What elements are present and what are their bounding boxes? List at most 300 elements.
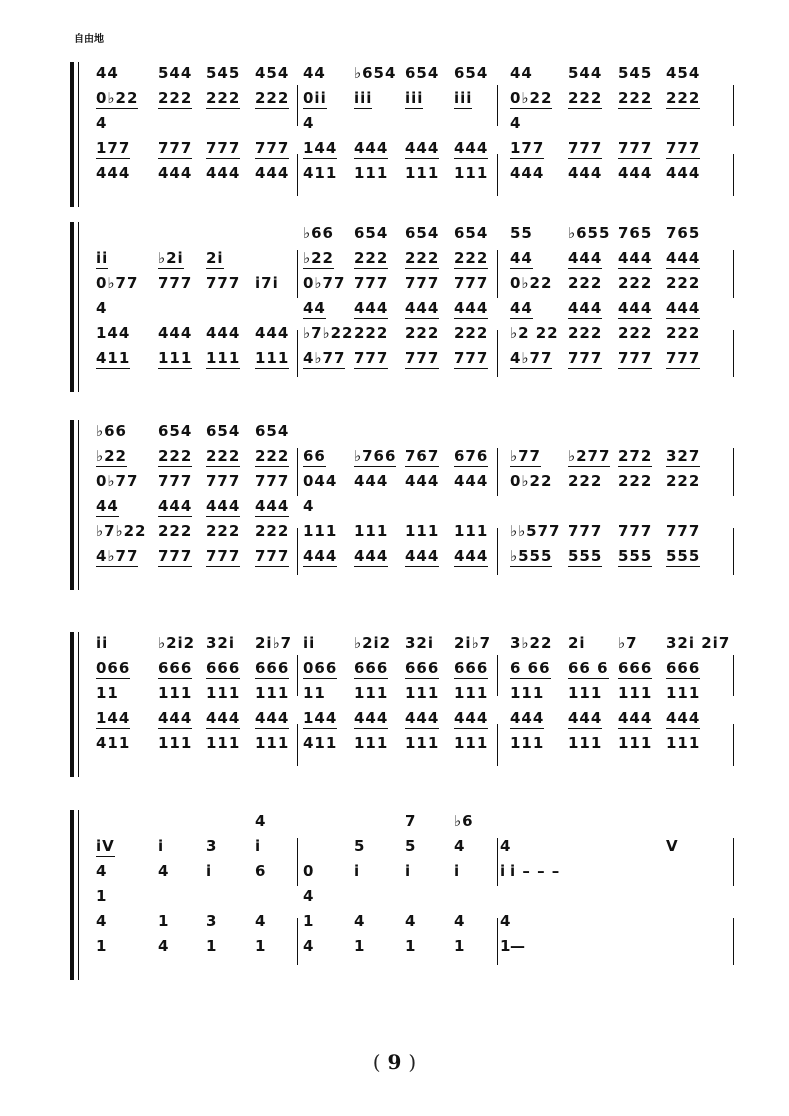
note-group: 111 (510, 684, 545, 702)
note-group: ♭555 (510, 547, 553, 565)
score-row (0, 64, 789, 84)
note-group: 777 (454, 349, 489, 367)
note-group: 444 (618, 299, 653, 317)
note-group: 222 (255, 522, 290, 540)
note-group: 1 (96, 887, 108, 905)
note-group: 411 (303, 164, 338, 182)
note-group: 1 (158, 912, 170, 930)
note-group: 444 (206, 497, 241, 515)
score-row (0, 139, 789, 159)
note-group: 222 (354, 324, 389, 342)
score-row (0, 249, 789, 269)
note-group: 444 (405, 472, 440, 490)
note-group: 767 (405, 447, 440, 465)
note-group: 1 (500, 937, 512, 955)
note-group: 222 (568, 274, 603, 292)
note-group: 55 (510, 224, 533, 242)
note-group: 444 (354, 139, 389, 157)
note-group: 111 (303, 522, 338, 540)
note-group: 4 (454, 912, 466, 930)
note-group: 666 (405, 659, 440, 677)
note-group: 777 (206, 274, 241, 292)
note-group: 444 (405, 547, 440, 565)
note-group: 411 (96, 734, 131, 752)
note-group: 444 (618, 709, 653, 727)
note-group: 654 (405, 224, 440, 242)
note-group: ♭655 (568, 224, 611, 242)
note-group: 444 (206, 324, 241, 342)
note-group: 2i (568, 634, 586, 652)
note-group: 444 (666, 299, 701, 317)
note-group: 111 (354, 522, 389, 540)
note-group: 4 (96, 862, 108, 880)
note-group: 3 (206, 912, 218, 930)
note-group: 444 (158, 709, 193, 727)
note-group: 555 (568, 547, 603, 565)
note-group: 444 (255, 709, 290, 727)
note-group: ii (96, 249, 109, 267)
note-group: 1 (206, 937, 218, 955)
note-group: ♭77 (510, 447, 541, 465)
note-group: 0♭22 (510, 89, 553, 107)
note-group: 144 (303, 709, 338, 727)
note-group: 444 (206, 709, 241, 727)
note-group: 222 (618, 472, 653, 490)
note-group: 111 (405, 522, 440, 540)
note-group: 444 (158, 497, 193, 515)
score-row (0, 114, 789, 134)
note-group: 654 (454, 224, 489, 242)
note-group: 111 (354, 684, 389, 702)
note-group: 4♭77 (303, 349, 346, 367)
note-group: 444 (354, 709, 389, 727)
note-group: 111 (206, 349, 241, 367)
note-group: 111 (454, 684, 489, 702)
note-group: 111 (454, 164, 489, 182)
score-row (0, 887, 789, 907)
note-group: 222 (454, 249, 489, 267)
note-group: 222 (206, 447, 241, 465)
note-group: 44 (303, 64, 326, 82)
note-group: ♭654 (354, 64, 397, 82)
note-group: 222 (666, 324, 701, 342)
note-group: 444 (96, 164, 131, 182)
note-group: 0♭22 (510, 274, 553, 292)
score-row (0, 862, 789, 882)
note-group: 272 (618, 447, 653, 465)
note-group: 444 (255, 497, 290, 515)
note-group: 0♭77 (96, 274, 139, 292)
note-group: 777 (568, 522, 603, 540)
note-group: ♭766 (354, 447, 397, 465)
note-group: 222 (568, 89, 603, 107)
note-group: 654 (354, 224, 389, 242)
note-group: 222 (354, 249, 389, 267)
score-row (0, 734, 789, 754)
note-group: 111 (568, 684, 603, 702)
note-group: V (666, 837, 679, 855)
note-group: ♭2i2 (354, 634, 392, 652)
note-group: 545 (206, 64, 241, 82)
page-number-value: 9 (387, 1050, 402, 1074)
note-group: 4 (96, 912, 108, 930)
note-group: 444 (354, 472, 389, 490)
note-group: 4 (158, 862, 170, 880)
note-group: 4 (96, 299, 108, 317)
note-group: 111 (255, 684, 290, 702)
note-group: 444 (255, 164, 290, 182)
note-group: 4 (303, 887, 315, 905)
note-group: 777 (618, 139, 653, 157)
score-row (0, 497, 789, 517)
score-system (0, 52, 789, 217)
note-group: 222 (454, 324, 489, 342)
note-group: 111 (405, 684, 440, 702)
note-group: 0 (303, 862, 315, 880)
score-row (0, 422, 789, 442)
score-row (0, 659, 789, 679)
note-group: 6 (255, 862, 267, 880)
note-group: 222 (158, 522, 193, 540)
note-group: i – – – (510, 862, 561, 880)
note-group: 1 (405, 937, 417, 955)
score-row (0, 709, 789, 729)
note-group: 676 (454, 447, 489, 465)
score-row (0, 224, 789, 244)
note-group: 444 (568, 299, 603, 317)
note-group: 44 (510, 299, 533, 317)
note-group: 111 (454, 522, 489, 540)
score-row (0, 299, 789, 319)
note-group: 44 (303, 299, 326, 317)
note-group: 777 (255, 472, 290, 490)
note-group: ♭66 (96, 422, 127, 440)
note-group: 144 (96, 324, 131, 342)
note-group: 0♭22 (96, 89, 139, 107)
note-group: 66 6 (568, 659, 609, 677)
note-group: 327 (666, 447, 701, 465)
note-group: 444 (666, 709, 701, 727)
score-row (0, 684, 789, 704)
note-group: 7 (405, 812, 417, 830)
note-group: 11 (303, 684, 326, 702)
note-group: 4 (303, 114, 315, 132)
note-group: i7i (255, 274, 279, 292)
score-row (0, 937, 789, 957)
note-group: 654 (158, 422, 193, 440)
note-group: ♭7 (618, 634, 638, 652)
score-row (0, 349, 789, 369)
note-group: 777 (206, 547, 241, 565)
note-group: 777 (568, 139, 603, 157)
note-group: ♭22 (303, 249, 334, 267)
note-group: 4 (255, 812, 267, 830)
note-group: 2i♭7 (255, 634, 293, 652)
note-group: 222 (666, 472, 701, 490)
note-group: i (158, 837, 165, 855)
note-group: 444 (303, 547, 338, 565)
note-group: 444 (405, 299, 440, 317)
note-group: 32i (405, 634, 435, 652)
note-group: 444 (454, 139, 489, 157)
note-group: 666 (354, 659, 389, 677)
note-group: 44 (96, 497, 119, 515)
note-group: 1 (255, 937, 267, 955)
note-group: 777 (405, 274, 440, 292)
note-group: 777 (158, 472, 193, 490)
note-group: 411 (303, 734, 338, 752)
score-row (0, 522, 789, 542)
note-group: ♭♭577 (510, 522, 561, 540)
note-group: ♭22 (96, 447, 127, 465)
score-row (0, 89, 789, 109)
note-group: 44 (510, 64, 533, 82)
note-group: 444 (354, 299, 389, 317)
note-group: 177 (510, 139, 545, 157)
note-group: i (500, 862, 507, 880)
note-group: 111 (405, 164, 440, 182)
note-group: 222 (158, 447, 193, 465)
note-group: 444 (666, 164, 701, 182)
note-group: 777 (666, 139, 701, 157)
note-group: 4 (96, 114, 108, 132)
note-group: 111 (158, 349, 193, 367)
note-group: 4 (158, 937, 170, 955)
note-group: 2i (206, 249, 224, 267)
score-row (0, 472, 789, 492)
note-group: 066 (303, 659, 338, 677)
note-group: 4 (354, 912, 366, 930)
note-group: 222 (158, 89, 193, 107)
note-group: 666 (454, 659, 489, 677)
score-system (0, 212, 789, 402)
note-group: 654 (255, 422, 290, 440)
score-row (0, 274, 789, 294)
note-group: 222 (405, 324, 440, 342)
note-group: 654 (454, 64, 489, 82)
note-group: 1 (454, 937, 466, 955)
note-group: 4♭77 (96, 547, 139, 565)
note-group: i (255, 837, 262, 855)
score-row (0, 837, 789, 857)
note-group: 111 (354, 734, 389, 752)
note-group: 777 (158, 547, 193, 565)
note-group: 454 (255, 64, 290, 82)
note-group: 777 (158, 139, 193, 157)
note-group: 44 (510, 249, 533, 267)
score-row (0, 547, 789, 567)
note-group: 777 (618, 522, 653, 540)
note-group: i (454, 862, 461, 880)
note-group: 3♭22 (510, 634, 553, 652)
note-group: — (510, 937, 526, 955)
note-group: ii (303, 634, 316, 652)
note-group: ♭66 (303, 224, 334, 242)
note-group: iii (454, 89, 473, 107)
note-group: 4 (510, 114, 522, 132)
note-group: 4 (500, 837, 512, 855)
note-group: 1 (303, 912, 315, 930)
note-group: 454 (666, 64, 701, 82)
note-group: 111 (206, 734, 241, 752)
note-group: 765 (666, 224, 701, 242)
note-group: 4 (255, 912, 267, 930)
score-row (0, 324, 789, 344)
score-row (0, 812, 789, 832)
note-group: 654 (206, 422, 241, 440)
note-group: 444 (454, 547, 489, 565)
note-group: 111 (568, 734, 603, 752)
score-row (0, 447, 789, 467)
note-group: 222 (618, 324, 653, 342)
note-group: 444 (158, 164, 193, 182)
note-group: 777 (354, 349, 389, 367)
note-group: 32i (206, 634, 236, 652)
note-group: 777 (206, 472, 241, 490)
note-group: 222 (618, 89, 653, 107)
note-group: 765 (618, 224, 653, 242)
note-group: 666 (158, 659, 193, 677)
note-group: ♭7♭22 (96, 522, 147, 540)
note-group: 111 (510, 734, 545, 752)
note-group: 5 (405, 837, 417, 855)
note-group: 444 (618, 249, 653, 267)
note-group: 4 (303, 937, 315, 955)
note-group: 0ii (303, 89, 327, 107)
note-group: 3 (206, 837, 218, 855)
note-group: 555 (618, 547, 653, 565)
note-group: 66 (303, 447, 326, 465)
note-group: 4 (303, 497, 315, 515)
note-group: 444 (568, 249, 603, 267)
note-group: 111 (405, 734, 440, 752)
note-group: 4♭77 (510, 349, 553, 367)
score-row (0, 164, 789, 184)
page-number-paren-left: ( (372, 1050, 381, 1074)
note-group: ♭6 (454, 812, 474, 830)
note-group: 144 (303, 139, 338, 157)
score-row (0, 912, 789, 932)
note-group: 177 (96, 139, 131, 157)
note-group: 1 (354, 937, 366, 955)
note-group: 111 (618, 684, 653, 702)
note-group: 111 (354, 164, 389, 182)
note-group: 666 (618, 659, 653, 677)
note-group: 666 (255, 659, 290, 677)
note-group: 111 (255, 734, 290, 752)
note-group: 777 (568, 349, 603, 367)
note-group: 1 (96, 937, 108, 955)
note-group: 444 (666, 249, 701, 267)
page-number-paren-right: ) (408, 1050, 417, 1074)
score-system (0, 410, 789, 600)
note-group: 222 (666, 89, 701, 107)
note-group: 544 (158, 64, 193, 82)
note-group: 777 (405, 349, 440, 367)
note-group: 222 (666, 274, 701, 292)
note-group: 111 (158, 734, 193, 752)
note-group: 222 (568, 472, 603, 490)
note-group: 666 (206, 659, 241, 677)
note-group: 111 (666, 684, 701, 702)
note-group: 044 (303, 472, 338, 490)
note-group: 777 (618, 349, 653, 367)
note-group: 444 (206, 164, 241, 182)
note-group: 654 (405, 64, 440, 82)
note-group: 222 (618, 274, 653, 292)
note-group: 32i 2i7 (666, 634, 731, 652)
note-group: 4 (405, 912, 417, 930)
note-group: i (206, 862, 213, 880)
note-group: 555 (666, 547, 701, 565)
score-row (0, 634, 789, 654)
note-group: 444 (454, 709, 489, 727)
note-group: 0♭77 (96, 472, 139, 490)
note-group: 777 (354, 274, 389, 292)
note-group: 777 (666, 522, 701, 540)
note-group: i (354, 862, 361, 880)
note-group: 6 66 (510, 659, 551, 677)
note-group: i (405, 862, 412, 880)
note-group: 222 (206, 89, 241, 107)
note-group: iii (354, 89, 373, 107)
note-group: 444 (255, 324, 290, 342)
note-group: 222 (255, 447, 290, 465)
note-group: 2i♭7 (454, 634, 492, 652)
note-group: 11 (96, 684, 119, 702)
note-group: 444 (405, 139, 440, 157)
note-group: 0♭77 (303, 274, 346, 292)
note-group: 111 (255, 349, 290, 367)
note-group: 144 (96, 709, 131, 727)
note-group: 0♭22 (510, 472, 553, 490)
note-group: 111 (158, 684, 193, 702)
note-group: ♭2i2 (158, 634, 196, 652)
note-group: 444 (405, 709, 440, 727)
note-group: 111 (206, 684, 241, 702)
note-group: 666 (666, 659, 701, 677)
note-group: 44 (96, 64, 119, 82)
note-group: 222 (255, 89, 290, 107)
note-group: 111 (454, 734, 489, 752)
note-group: 777 (255, 547, 290, 565)
note-group: 544 (568, 64, 603, 82)
score-system (0, 800, 789, 990)
note-group: 111 (666, 734, 701, 752)
note-group: ii (96, 634, 109, 652)
note-group: 777 (454, 274, 489, 292)
note-group: iV (96, 837, 115, 855)
note-group: 066 (96, 659, 131, 677)
note-group: iii (405, 89, 424, 107)
note-group: 222 (405, 249, 440, 267)
note-group: 5 (354, 837, 366, 855)
score-system (0, 622, 789, 787)
note-group: 222 (206, 522, 241, 540)
note-group: ♭277 (568, 447, 611, 465)
note-group: 545 (618, 64, 653, 82)
page-number (0, 1050, 789, 1074)
note-group: 444 (568, 164, 603, 182)
note-group: 777 (206, 139, 241, 157)
note-group: 444 (510, 164, 545, 182)
note-group: ♭7♭22 (303, 324, 354, 342)
note-group: 777 (255, 139, 290, 157)
note-group: 777 (158, 274, 193, 292)
note-group: 222 (568, 324, 603, 342)
note-group: 4 (500, 912, 512, 930)
note-group: 4 (454, 837, 466, 855)
